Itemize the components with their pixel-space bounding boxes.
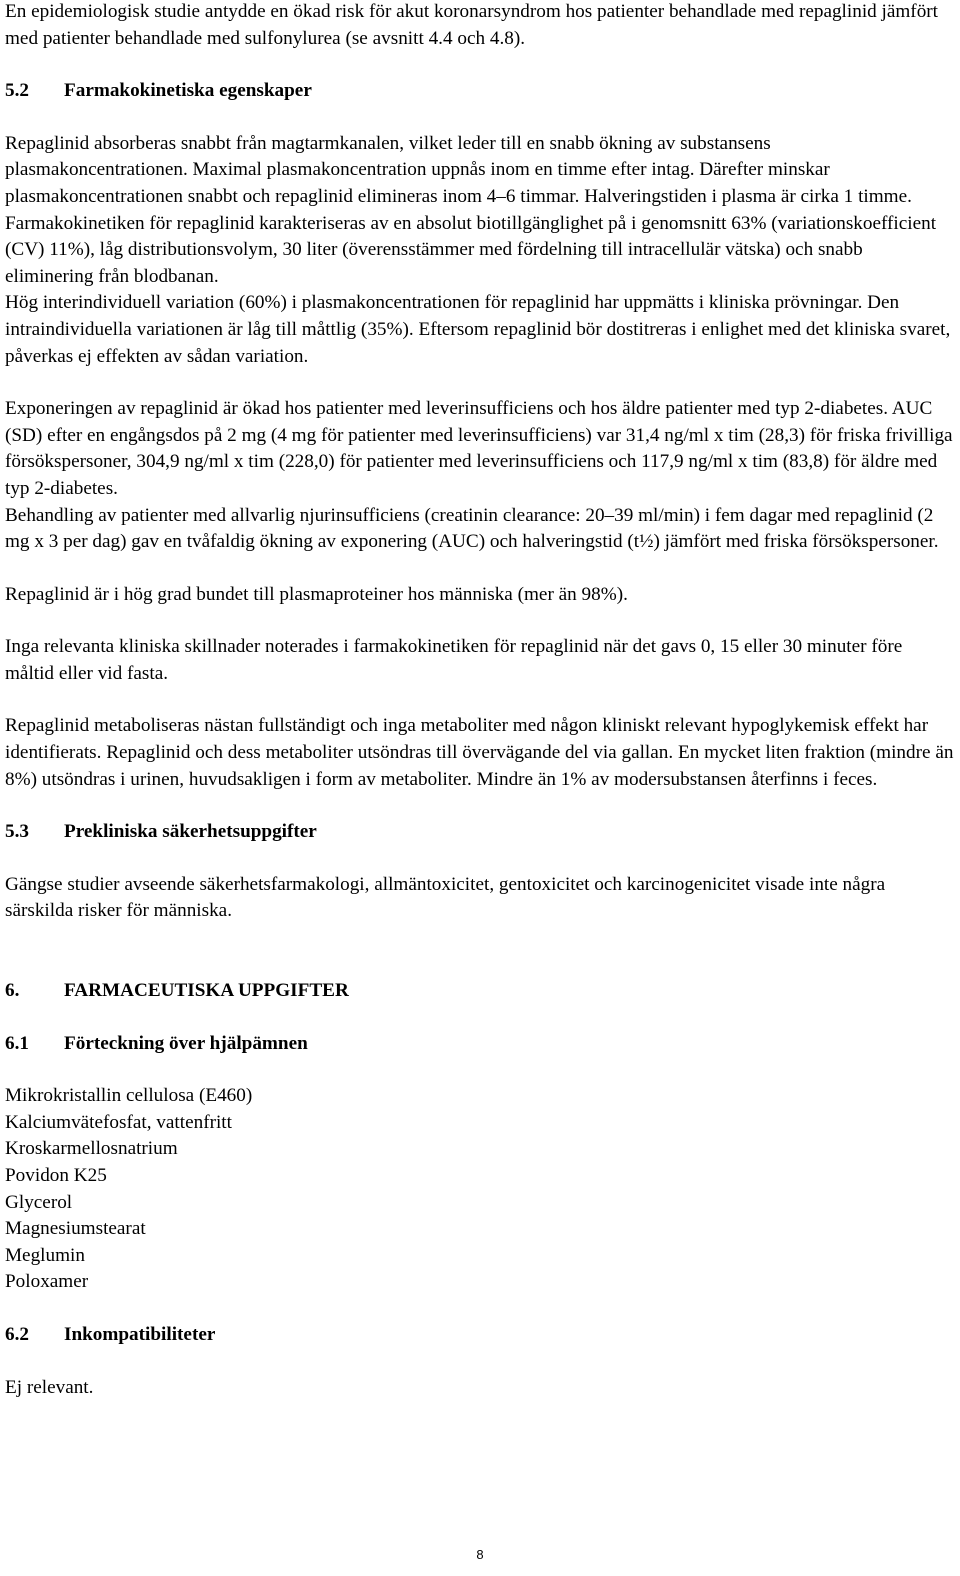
excipient-list (5, 1083, 955, 1296)
list-item: Povidon K25 (5, 1165, 107, 1186)
section-number: 6.1 (5, 1032, 29, 1054)
section-number: 5.2 (5, 80, 29, 102)
section-title: FARMACEUTISKA UPPGIFTER (64, 980, 349, 1002)
list-item: Poloxamer (5, 1271, 89, 1293)
paragraph-absorption: Repaglinid absorberas snabbt från magtarmkanalen, vilket leder till en snabb ökning av substansens plasmakoncentrationen. Maximal plasmakoncentration uppnås inom en timme efter intag. Därefter minskar plasmakoncentrationen snabbt och repaglinid elimineras inom 4–6 timmar. Halveringstiden i plasma är cirka 1 timme. (5, 132, 912, 207)
list-item: Meglumin (5, 1244, 85, 1266)
section-heading-5-3 (5, 819, 955, 846)
list-item: Magnesiumstearat (5, 1218, 146, 1240)
section-title: Farmakokinetiska egenskaper (64, 80, 312, 102)
document-page (5, 0, 955, 1401)
paragraph-food: Inga relevanta kliniska skillnader noterades i farmakokinetiken för repaglinid när det gavs 0, 15 eller 30 minuter före måltid eller vid fasta. (5, 636, 903, 684)
section-title: Förteckning över hjälpämnen (64, 1032, 308, 1054)
paragraph-incompatibilities: Ej relevant. (5, 1376, 94, 1398)
section-heading-6-2 (5, 1322, 955, 1349)
paragraph-renal: Behandling av patienter med allvarlig njurinsufficiens (creatinin clearance: 20–39 ml/min) i fem dagar med repaglinid (2 mg x 3 per dag) gav en tvåfaldig ökning av exponering (AUC) och halveringstid (t½) jämfört med friska försökspersoner. (5, 504, 939, 553)
list-item: Glycerol (5, 1191, 73, 1213)
section-title: Prekliniska säkerhetsuppgifter (64, 821, 317, 843)
paragraph-exposure: Exponeringen av repaglinid är ökad hos patienter med leverinsufficiens och hos äldre patienter med typ 2-diabetes. AUC (SD) efter en engångsdos på 2 mg (4 mg för patienter med leverinsufficiens) var 31,4 ng/ml x tim (28,3) för friska frivilliga försökspersoner, 304,9 ng/ml x tim (228,0) för patienter med leverinsufficiens och 117,9 ng/ml x tim (83,8) för äldre med typ 2-diabetes. (5, 398, 953, 499)
section-heading-5-2 (5, 78, 955, 105)
paragraph-metabolism: Repaglinid metaboliseras nästan fullständigt och inga metaboliter med någon kliniskt relevant hypoglykemisk effekt har identifierats. Repaglinid och dess metaboliter utsöndras till övervägande del via gallan. En mycket liten fraktion (mindre än 8%) utsöndras i urinen, huvudsakligen i form av metaboliter. Mindre än 1% av modersubstansen återfinns i feces. (5, 715, 954, 790)
paragraph-bioavailability: Farmakokinetiken för repaglinid karakteriseras av en absolut biotillgänglighet på i genomsnitt 63% (variationskoefficient (CV) 11%), låg distributionsvolym, 30 liter (överensstämmer med fördelning till intracellulär vätska) och snabb eliminering från blodbanan. (5, 212, 937, 287)
page-number: 8 (476, 1547, 484, 1562)
section-number: 5.3 (5, 821, 29, 843)
section-heading-6-1 (5, 1031, 955, 1058)
section-heading-6 (5, 978, 955, 1005)
list-item: Mikrokristallin cellulosa (E460) (5, 1085, 253, 1107)
section-number: 6. (5, 980, 20, 1002)
list-item: Kalciumvätefosfat, vattenfritt (5, 1111, 232, 1133)
paragraph-preclinical: Gängse studier avseende säkerhetsfarmakologi, allmäntoxicitet, gentoxicitet och karcinogenicitet visade inte några särskilda risker för människa. (5, 873, 886, 922)
list-item: Kroskarmellosnatrium (5, 1138, 178, 1160)
section-title: Inkompatibiliteter (64, 1323, 216, 1345)
paragraph-protein-binding: Repaglinid är i hög grad bundet till plasmaproteiner hos människa (mer än 98%). (5, 583, 628, 605)
section-number: 6.2 (5, 1323, 29, 1345)
paragraph-variation: Hög interindividuell variation (60%) i plasmakoncentrationen för repaglinid har uppmätts i kliniska prövningar. Den intraindividuella variationen är låg till måttlig (35%). Eftersom repaglinid bör dostitreras i enlighet med det kliniska svaret, påverkas ej effekten av sådan variation. (5, 292, 951, 367)
intro-paragraph: En epidemiologisk studie antydde en ökad risk för akut koronarsyndrom hos patienter behandlade med repaglinid jämfört med patienter behandlade med sulfonylurea (se avsnitt 4.4 och 4.8). (5, 1, 939, 49)
